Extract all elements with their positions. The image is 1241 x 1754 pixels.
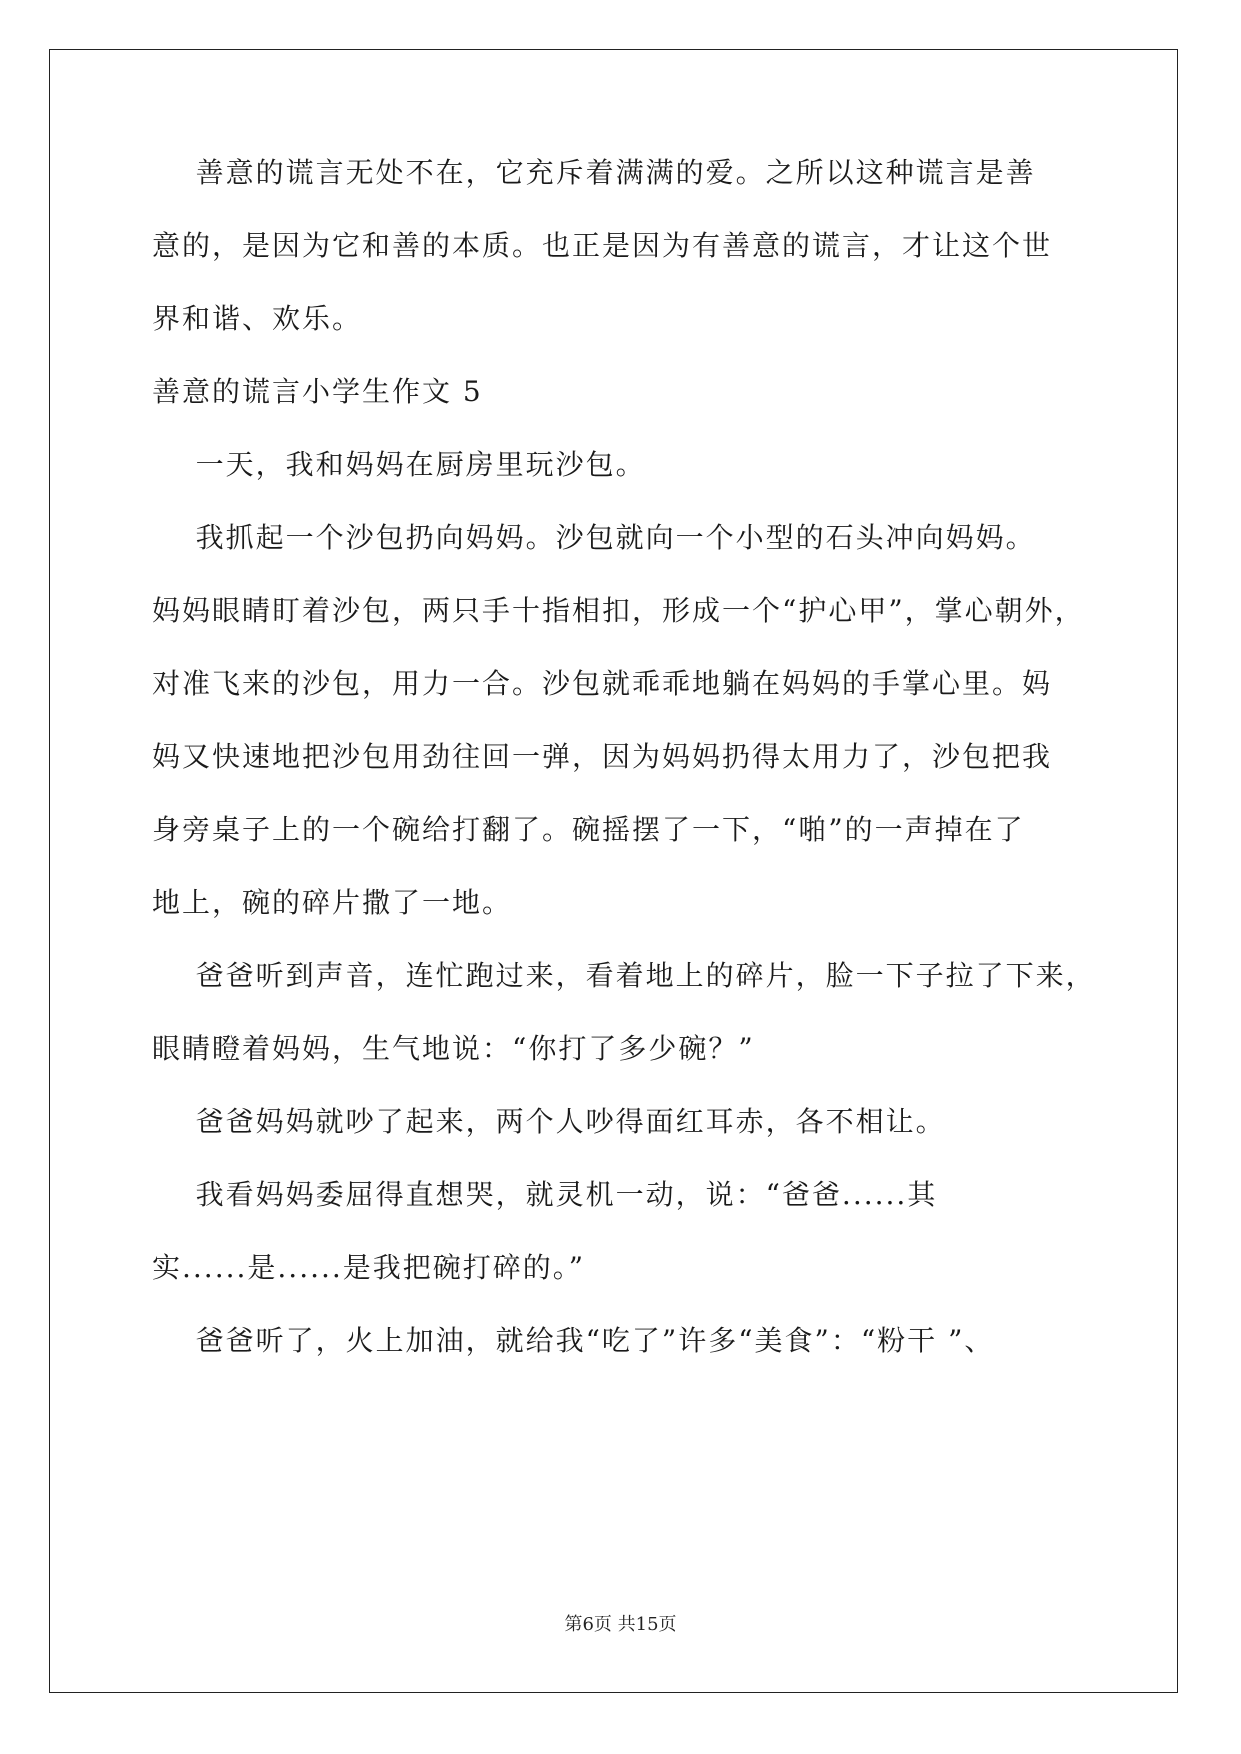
text-line: 一天，我和妈妈在厨房里玩沙包。	[152, 448, 646, 481]
text-line: 对准飞来的沙包，用力一合。沙包就乖乖地躺在妈妈的手掌心里。妈	[152, 667, 1053, 700]
text-line: 我抓起一个沙包扔向妈妈。沙包就向一个小型的石头冲向妈妈。	[152, 521, 1036, 554]
text-line: 妈又快速地把沙包用劲往回一弹，因为妈妈扔得太用力了，沙包把我	[152, 740, 1053, 773]
text-line: 意的，是因为它和善的本质。也正是因为有善意的谎言，才让这个世	[152, 229, 1053, 262]
page-border	[49, 49, 1178, 1693]
text-line: 爸爸听了，火上加油，就给我“吃了”许多“美食”：“粉干 ”、	[152, 1324, 995, 1357]
text-line: 界和谐、欢乐。	[152, 302, 363, 335]
text-line: 善意的谎言无处不在，它充斥着满满的爱。之所以这种谎言是善	[152, 156, 1036, 189]
text-line: 地上，碗的碎片撒了一地。	[152, 886, 513, 919]
text-line: 我看妈妈委屈得直想哭，就灵机一动，说：“爸爸......其	[152, 1178, 938, 1211]
text-line: 身旁桌子上的一个碗给打翻了。碗摇摆了一下，“啪”的一声掉在了	[152, 813, 1025, 846]
section-heading: 善意的谎言小学生作文 5	[152, 375, 483, 408]
page-number-footer: 第6页 共15页	[564, 1614, 677, 1635]
text-line: 妈妈眼睛盯着沙包，两只手十指相扣，形成一个“护心甲”，掌心朝外，	[152, 594, 1085, 627]
text-line: 爸爸妈妈就吵了起来，两个人吵得面红耳赤，各不相让。	[152, 1105, 946, 1138]
text-line: 眼睛瞪着妈妈，生气地说：“你打了多少碗？”	[152, 1032, 755, 1065]
text-line: 实......是......是我把碗打碎的。”	[152, 1251, 586, 1284]
text-line: 爸爸听到声音，连忙跑过来，看着地上的碎片，脸一下子拉了下来，	[152, 959, 1096, 992]
